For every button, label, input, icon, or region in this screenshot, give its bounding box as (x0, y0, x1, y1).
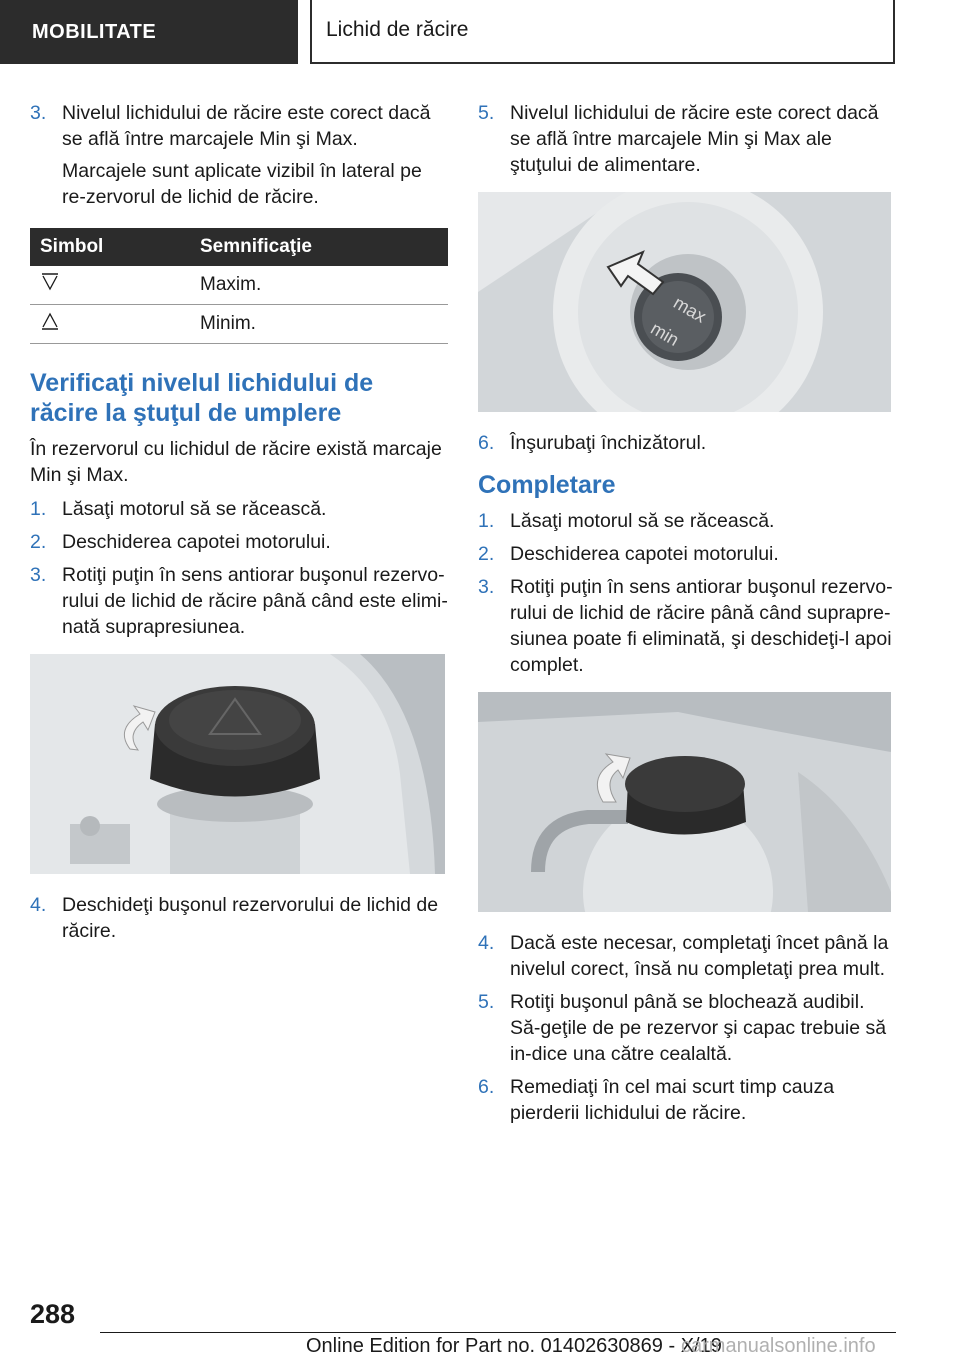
step-text: Deschiderea capotei motorului. (62, 531, 331, 553)
list-item (478, 1074, 898, 1126)
table-header-symbol: Simbol (30, 228, 190, 266)
left-column (30, 100, 448, 951)
step-number: 4. (30, 894, 47, 916)
step-text: Remediaţi în cel mai scurt timp cauza pierderii lichidului de răcire. (510, 1076, 835, 1124)
step-text: Rotiţi buşonul până se blochează audibil. Să‐geţile de pe rezervor şi capac trebuie să in‐dice una către cealaltă. (510, 991, 887, 1065)
page-number: 288 (30, 1299, 76, 1329)
list-item (478, 930, 898, 982)
symbol-table (30, 228, 448, 344)
step-text: Dacă este necesar, completaţi încet până la nivelul corect, însă nu completaţi prea mult. (510, 932, 889, 980)
step-text: Rotiţi puţin în sens antiorar buşonul rezervo‐rului de lichid de răcire până când suprapre‐siunea poate fi eliminată, şi deschideţi-l apoi complet. (510, 576, 893, 676)
step-number: 2. (478, 543, 495, 565)
list-item (478, 574, 898, 678)
min-symbol-icon (30, 305, 190, 344)
list-item (30, 892, 448, 944)
step-number: 3. (30, 102, 47, 124)
list-item (478, 430, 898, 456)
right-column (478, 100, 898, 1133)
step-number: 6. (478, 1076, 495, 1098)
step-text: Lăsaţi motorul să se răcească. (62, 498, 327, 520)
coolant-cap-photo (30, 654, 445, 874)
step-number: 5. (478, 102, 495, 124)
step-text: Nivelul lichidului de răcire este corect dacă se află între marcajele Min şi Max. (62, 102, 431, 150)
step-text: Nivelul lichidului de răcire este corect dacă se află între marcajele Min şi Max ale ştuţului de alimentare. (510, 102, 879, 176)
step-number: 6. (478, 432, 495, 454)
table-cell-meaning: Minim. (190, 305, 448, 344)
list-item (478, 100, 898, 178)
step-number: 1. (478, 510, 495, 532)
step-number: 2. (30, 531, 47, 553)
page-header (0, 0, 960, 66)
section-label: MOBILITATE (0, 0, 298, 64)
step-text: Deschiderea capotei motorului. (510, 543, 779, 565)
max-symbol-icon (30, 266, 190, 305)
table-row (30, 266, 448, 305)
list-item (30, 562, 448, 640)
step-text: Rotiţi puţin în sens antiorar buşonul rezervo‐rului de lichid de răcire până când este elimi‐nată suprapresiunea. (62, 564, 448, 638)
step-number: 1. (30, 498, 47, 520)
table-header-meaning: Semnificaţie (190, 228, 448, 266)
section-heading: Verificaţi nivelul lichidului de răcire la ştuţul de umplere (30, 369, 374, 427)
coolant-reservoir-photo (478, 692, 891, 912)
list-item (478, 541, 898, 567)
step-number: 3. (30, 564, 47, 586)
step-subtext: Marcajele sunt aplicate vizibil în lateral pe re‐zervorul de lichid de răcire. (62, 160, 422, 208)
footer-divider (100, 1332, 896, 1333)
intro-paragraph: În rezervorul cu lichidul de răcire există marcaje Min şi Max. (30, 438, 442, 486)
step-number: 4. (478, 932, 495, 954)
step-text: Înşurubaţi închizătorul. (510, 432, 707, 454)
step-text: Lăsaţi motorul să se răcească. (510, 510, 775, 532)
step-3-intro (30, 100, 448, 210)
list-item (30, 496, 448, 522)
section-heading: Completare (478, 471, 616, 499)
watermark: carmanualsonline.info (681, 1335, 876, 1357)
min-marking: min (647, 318, 683, 350)
filler-neck-photo (478, 192, 891, 412)
list-item (478, 508, 898, 534)
max-marking: max (670, 292, 710, 327)
table-row (30, 305, 448, 344)
list-item (30, 529, 448, 555)
step-number: 5. (478, 991, 495, 1013)
step-number: 3. (478, 576, 495, 598)
list-item (478, 989, 898, 1067)
edition-label: Online Edition for Part no. 01402630869 - X/19 (306, 1335, 722, 1357)
page-footer (0, 1295, 960, 1362)
step-text: Deschideţi buşonul rezervorului de lichid de răcire. (62, 894, 439, 942)
topic-label: Lichid de răcire (310, 0, 895, 64)
table-cell-meaning: Maxim. (190, 266, 448, 305)
